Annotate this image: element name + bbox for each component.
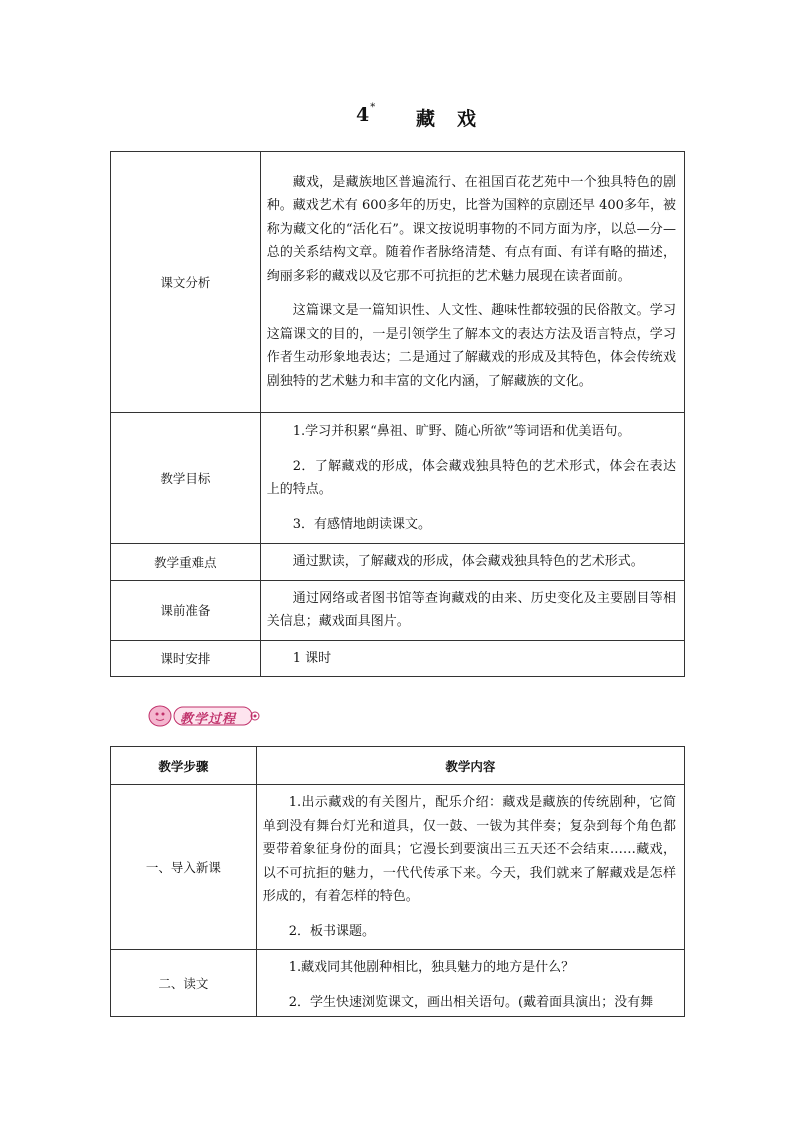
row-content (260, 580, 684, 640)
step-label: 二、读文 (111, 950, 257, 1017)
table-row (111, 544, 685, 581)
column-header-step: 教学步骤 (111, 747, 257, 785)
paragraph: 1 课时 (292, 650, 332, 666)
table-row (111, 785, 685, 950)
table-header-row (111, 747, 685, 785)
row-content (260, 152, 684, 413)
step-content (256, 950, 684, 1017)
paragraph: 2．学生快速浏览课文，画出相关语句。(戴着面具演出；没有舞 (288, 994, 654, 1010)
row-label: 教学重难点 (111, 544, 261, 581)
lesson-number: 4* (356, 101, 377, 126)
paragraph: 1.学习并积累“鼻祖、旷野、随心所欲”等词语和优美语句。 (292, 424, 631, 439)
row-label: 教学目标 (111, 413, 261, 544)
lesson-overview-table (110, 151, 685, 677)
column-header-content: 教学内容 (256, 747, 684, 785)
step-label: 一、导入新课 (111, 785, 257, 950)
paragraph: 2．了解藏戏的形成，体会藏戏独具特色的艺术形式，体会在表达上的特点。 (266, 458, 676, 497)
row-content (260, 413, 684, 544)
paragraph: 这篇课文是一篇知识性、人文性、趣味性都较强的民俗散文。学习这篇课文的目的，一是引领学生了解本文的表达方法及语言特点，学习作者生动形象地表达；二是通过了解藏戏的形成及其特色，体会传统戏剧独特的艺术魅力和丰富的文化内涵，了解藏族的文化。 (266, 303, 676, 389)
paragraph: 通过网络或者图书馆等查询藏戏的由来、历史变化及主要剧目等相关信息；藏戏面具图片。 (266, 590, 676, 629)
paragraph: 1.出示藏戏的有关图片，配乐介绍：藏戏是藏族的传统剧种，它简单到没有舞台灯光和道具，仅一鼓、一钹为其伴奏；复杂到每个角色都要带着象征身份的面具；它漫长到要演出三五天还不会结束……藏戏，以不可抗拒的魅力，一代代传承下来。今天，我们就来了解藏戏是怎样形成的，有着怎样的特色。 (262, 795, 676, 904)
teaching-process-table (110, 746, 685, 1017)
row-content (260, 640, 684, 677)
paragraph: 3．有感情地朗读课文。 (292, 516, 431, 532)
badge-label: 教学过程 (180, 712, 237, 727)
table-row (111, 413, 685, 544)
lesson-name: 藏戏 (416, 108, 499, 130)
paragraph: 1.藏戏同其他剧种相比，独具魅力的地方是什么？ (288, 960, 575, 975)
table-row (111, 580, 685, 640)
paragraph: 2．板书课题。 (288, 923, 376, 939)
row-label: 课文分析 (111, 152, 261, 413)
table-row (111, 640, 685, 677)
row-label: 课时安排 (111, 640, 261, 677)
row-label: 课前准备 (111, 580, 261, 640)
table-row (111, 950, 685, 1017)
table-row (111, 152, 685, 413)
section-badge (146, 703, 262, 729)
paragraph: 藏戏，是藏族地区普遍流行、在祖国百花艺苑中一个独具特色的剧种。藏戏艺术有 600多年的历史，比誉为国粹的京剧还早 400多年，被称为藏文化的“活化石”。课文按说明事物的不同方面为序，以总—分—总的关系结构文章。随着作者脉络清楚、有点有面、有详有略的描述，绚丽多彩的藏戏以及它那不可抗拒的艺术魅力展现在读者面前。 (266, 174, 676, 284)
row-content (260, 544, 684, 581)
paragraph: 通过默读，了解藏戏的形成，体会藏戏独具特色的艺术形式。 (292, 554, 644, 569)
step-content (256, 785, 684, 950)
